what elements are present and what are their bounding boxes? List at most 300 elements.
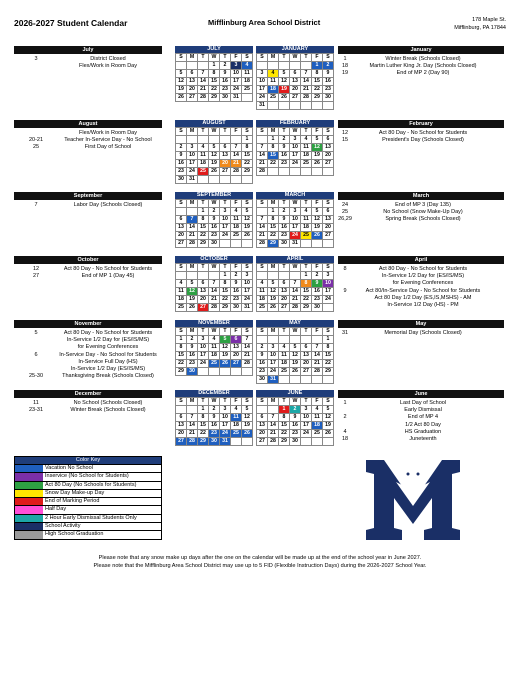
day-cell[interactable]: 11 (231, 216, 242, 224)
day-cell[interactable]: 7 (268, 414, 279, 422)
day-cell[interactable]: 21 (187, 232, 198, 240)
day-cell[interactable]: 17 (187, 160, 198, 168)
day-cell[interactable]: 9 (279, 216, 290, 224)
day-cell[interactable]: 21 (290, 296, 301, 304)
day-cell[interactable]: 19 (312, 152, 323, 160)
day-cell[interactable]: 25 (231, 232, 242, 240)
day-cell[interactable]: 8 (198, 414, 209, 422)
day-cell[interactable]: 1 (176, 336, 187, 344)
day-cell[interactable]: 30 (290, 438, 301, 446)
day-cell[interactable]: 1 (279, 406, 290, 414)
day-cell[interactable]: 18 (301, 152, 312, 160)
day-cell[interactable]: 24 (290, 160, 301, 168)
day-cell[interactable]: 5 (312, 208, 323, 216)
day-cell[interactable]: 4 (198, 144, 209, 152)
day-cell[interactable]: 12 (176, 78, 187, 86)
day-cell[interactable]: 19 (242, 224, 253, 232)
day-cell[interactable]: 26 (312, 232, 323, 240)
day-cell[interactable]: 10 (257, 78, 268, 86)
day-cell[interactable]: 3 (242, 272, 253, 280)
day-cell[interactable]: 21 (268, 430, 279, 438)
day-cell[interactable]: 6 (257, 414, 268, 422)
day-cell[interactable]: 20 (279, 296, 290, 304)
day-cell[interactable]: 7 (301, 70, 312, 78)
day-cell[interactable]: 31 (268, 376, 279, 384)
day-cell[interactable]: 7 (231, 144, 242, 152)
day-cell[interactable]: 23 (220, 86, 231, 94)
day-cell[interactable]: 22 (323, 360, 334, 368)
day-cell[interactable]: 7 (209, 280, 220, 288)
day-cell[interactable]: 25 (257, 304, 268, 312)
day-cell[interactable]: 2 (312, 272, 323, 280)
day-cell[interactable]: 31 (242, 304, 253, 312)
day-cell[interactable]: 30 (209, 438, 220, 446)
day-cell[interactable]: 25 (209, 360, 220, 368)
day-cell[interactable]: 10 (323, 280, 334, 288)
day-cell[interactable]: 8 (268, 144, 279, 152)
day-cell[interactable]: 11 (257, 288, 268, 296)
day-cell[interactable]: 18 (279, 360, 290, 368)
day-cell[interactable]: 22 (176, 360, 187, 368)
day-cell[interactable]: 7 (257, 216, 268, 224)
day-cell[interactable]: 22 (209, 86, 220, 94)
day-cell[interactable]: 5 (268, 280, 279, 288)
day-cell[interactable]: 10 (220, 414, 231, 422)
day-cell[interactable]: 1 (209, 62, 220, 70)
day-cell[interactable]: 1 (268, 208, 279, 216)
day-cell[interactable]: 25 (301, 160, 312, 168)
day-cell[interactable]: 3 (187, 144, 198, 152)
day-cell[interactable]: 27 (198, 304, 209, 312)
day-cell[interactable]: 25 (231, 430, 242, 438)
day-cell[interactable]: 28 (312, 368, 323, 376)
day-cell[interactable]: 19 (323, 422, 334, 430)
day-cell[interactable]: 21 (257, 160, 268, 168)
day-cell[interactable]: 21 (209, 296, 220, 304)
day-cell[interactable]: 18 (231, 422, 242, 430)
day-cell[interactable]: 11 (209, 344, 220, 352)
day-cell[interactable]: 17 (220, 224, 231, 232)
day-cell[interactable]: 2 (279, 208, 290, 216)
day-cell[interactable]: 3 (290, 208, 301, 216)
day-cell[interactable]: 12 (220, 344, 231, 352)
day-cell[interactable]: 4 (257, 280, 268, 288)
day-cell[interactable]: 7 (187, 414, 198, 422)
day-cell[interactable]: 8 (323, 344, 334, 352)
day-cell[interactable]: 19 (176, 86, 187, 94)
day-cell[interactable]: 23 (279, 232, 290, 240)
day-cell[interactable]: 6 (176, 414, 187, 422)
day-cell[interactable]: 20 (220, 160, 231, 168)
day-cell[interactable]: 1 (198, 208, 209, 216)
day-cell[interactable]: 7 (242, 336, 253, 344)
day-cell[interactable]: 6 (323, 208, 334, 216)
day-cell[interactable]: 28 (187, 438, 198, 446)
day-cell[interactable]: 28 (198, 94, 209, 102)
day-cell[interactable]: 2 (209, 406, 220, 414)
day-cell[interactable]: 8 (301, 280, 312, 288)
day-cell[interactable]: 20 (323, 152, 334, 160)
day-cell[interactable]: 24 (187, 168, 198, 176)
day-cell[interactable]: 7 (290, 280, 301, 288)
day-cell[interactable]: 18 (209, 352, 220, 360)
day-cell[interactable]: 21 (198, 86, 209, 94)
day-cell[interactable]: 29 (279, 438, 290, 446)
day-cell[interactable]: 15 (198, 224, 209, 232)
day-cell[interactable]: 12 (187, 288, 198, 296)
day-cell[interactable]: 22 (242, 160, 253, 168)
day-cell[interactable]: 11 (231, 414, 242, 422)
day-cell[interactable]: 9 (279, 144, 290, 152)
day-cell[interactable]: 28 (257, 168, 268, 176)
day-cell[interactable]: 15 (323, 352, 334, 360)
day-cell[interactable]: 29 (323, 368, 334, 376)
day-cell[interactable]: 13 (257, 422, 268, 430)
day-cell[interactable]: 30 (231, 304, 242, 312)
day-cell[interactable]: 4 (301, 208, 312, 216)
day-cell[interactable]: 12 (268, 288, 279, 296)
day-cell[interactable]: 19 (312, 224, 323, 232)
day-cell[interactable]: 6 (323, 136, 334, 144)
day-cell[interactable]: 24 (290, 232, 301, 240)
day-cell[interactable]: 6 (290, 70, 301, 78)
day-cell[interactable]: 5 (290, 344, 301, 352)
day-cell[interactable]: 23 (209, 232, 220, 240)
day-cell[interactable]: 8 (312, 70, 323, 78)
day-cell[interactable]: 21 (187, 430, 198, 438)
day-cell[interactable]: 4 (301, 136, 312, 144)
day-cell[interactable]: 9 (290, 414, 301, 422)
day-cell[interactable]: 8 (198, 216, 209, 224)
day-cell[interactable]: 29 (220, 304, 231, 312)
day-cell[interactable]: 22 (301, 296, 312, 304)
day-cell[interactable]: 23 (209, 430, 220, 438)
day-cell[interactable]: 7 (257, 144, 268, 152)
day-cell[interactable]: 26 (323, 430, 334, 438)
day-cell[interactable]: 31 (231, 94, 242, 102)
day-cell[interactable]: 2 (176, 144, 187, 152)
day-cell[interactable]: 23 (176, 168, 187, 176)
day-cell[interactable]: 10 (220, 216, 231, 224)
day-cell[interactable]: 14 (231, 152, 242, 160)
day-cell[interactable]: 24 (231, 86, 242, 94)
day-cell[interactable]: 30 (187, 368, 198, 376)
day-cell[interactable]: 6 (231, 336, 242, 344)
day-cell[interactable]: 6 (176, 216, 187, 224)
day-cell[interactable]: 31 (220, 438, 231, 446)
day-cell[interactable]: 4 (176, 280, 187, 288)
day-cell[interactable]: 8 (176, 344, 187, 352)
day-cell[interactable]: 11 (198, 152, 209, 160)
day-cell[interactable]: 24 (323, 296, 334, 304)
day-cell[interactable]: 22 (268, 160, 279, 168)
day-cell[interactable]: 23 (323, 86, 334, 94)
day-cell[interactable]: 20 (231, 352, 242, 360)
day-cell[interactable]: 15 (242, 152, 253, 160)
day-cell[interactable]: 16 (323, 78, 334, 86)
day-cell[interactable]: 22 (312, 86, 323, 94)
day-cell[interactable]: 16 (220, 78, 231, 86)
day-cell[interactable]: 29 (242, 168, 253, 176)
day-cell[interactable]: 24 (301, 430, 312, 438)
day-cell[interactable]: 7 (198, 70, 209, 78)
day-cell[interactable]: 25 (176, 304, 187, 312)
day-cell[interactable]: 22 (279, 430, 290, 438)
day-cell[interactable]: 24 (220, 232, 231, 240)
day-cell[interactable]: 3 (323, 272, 334, 280)
day-cell[interactable]: 2 (279, 136, 290, 144)
day-cell[interactable]: 3 (220, 208, 231, 216)
day-cell[interactable]: 17 (323, 288, 334, 296)
day-cell[interactable]: 13 (323, 144, 334, 152)
day-cell[interactable]: 10 (301, 414, 312, 422)
day-cell[interactable]: 17 (268, 360, 279, 368)
day-cell[interactable]: 15 (312, 78, 323, 86)
day-cell[interactable]: 2 (187, 336, 198, 344)
day-cell[interactable]: 1 (268, 136, 279, 144)
day-cell[interactable]: 6 (220, 144, 231, 152)
day-cell[interactable]: 21 (301, 86, 312, 94)
day-cell[interactable]: 2 (220, 62, 231, 70)
day-cell[interactable]: 9 (209, 414, 220, 422)
day-cell[interactable]: 31 (257, 102, 268, 110)
day-cell[interactable]: 10 (242, 280, 253, 288)
day-cell[interactable]: 3 (257, 70, 268, 78)
day-cell[interactable]: 19 (187, 296, 198, 304)
day-cell[interactable]: 30 (257, 376, 268, 384)
day-cell[interactable]: 5 (220, 336, 231, 344)
day-cell[interactable]: 14 (257, 152, 268, 160)
day-cell[interactable]: 18 (176, 296, 187, 304)
day-cell[interactable]: 29 (301, 304, 312, 312)
day-cell[interactable]: 4 (312, 406, 323, 414)
day-cell[interactable]: 9 (312, 280, 323, 288)
day-cell[interactable]: 11 (242, 70, 253, 78)
day-cell[interactable]: 23 (187, 360, 198, 368)
day-cell[interactable]: 27 (279, 304, 290, 312)
day-cell[interactable]: 22 (268, 232, 279, 240)
day-cell[interactable]: 14 (198, 78, 209, 86)
day-cell[interactable]: 12 (323, 414, 334, 422)
day-cell[interactable]: 23 (257, 368, 268, 376)
day-cell[interactable]: 27 (301, 368, 312, 376)
day-cell[interactable]: 29 (209, 94, 220, 102)
day-cell[interactable]: 20 (301, 360, 312, 368)
day-cell[interactable]: 3 (268, 344, 279, 352)
day-cell[interactable]: 29 (176, 368, 187, 376)
day-cell[interactable]: 27 (231, 360, 242, 368)
day-cell[interactable]: 14 (242, 344, 253, 352)
day-cell[interactable]: 15 (209, 78, 220, 86)
day-cell[interactable]: 4 (231, 208, 242, 216)
day-cell[interactable]: 28 (242, 360, 253, 368)
day-cell[interactable]: 15 (176, 352, 187, 360)
day-cell[interactable]: 1 (312, 62, 323, 70)
day-cell[interactable]: 18 (301, 224, 312, 232)
day-cell[interactable]: 14 (209, 288, 220, 296)
day-cell[interactable]: 20 (257, 430, 268, 438)
day-cell[interactable]: 27 (323, 160, 334, 168)
day-cell[interactable]: 11 (301, 216, 312, 224)
day-cell[interactable]: 12 (312, 144, 323, 152)
day-cell[interactable]: 17 (220, 422, 231, 430)
day-cell[interactable]: 12 (290, 352, 301, 360)
day-cell[interactable]: 18 (198, 160, 209, 168)
day-cell[interactable]: 8 (209, 70, 220, 78)
day-cell[interactable]: 2 (323, 62, 334, 70)
day-cell[interactable]: 20 (176, 430, 187, 438)
day-cell[interactable]: 5 (323, 406, 334, 414)
day-cell[interactable]: 13 (301, 352, 312, 360)
day-cell[interactable]: 26 (312, 160, 323, 168)
day-cell[interactable]: 5 (312, 136, 323, 144)
day-cell[interactable]: 29 (198, 438, 209, 446)
day-cell[interactable]: 30 (323, 94, 334, 102)
day-cell[interactable]: 21 (312, 360, 323, 368)
day-cell[interactable]: 12 (209, 152, 220, 160)
day-cell[interactable]: 29 (312, 94, 323, 102)
day-cell[interactable]: 12 (242, 414, 253, 422)
day-cell[interactable]: 30 (209, 240, 220, 248)
day-cell[interactable]: 26 (279, 94, 290, 102)
day-cell[interactable]: 6 (187, 70, 198, 78)
day-cell[interactable]: 4 (279, 344, 290, 352)
day-cell[interactable]: 29 (268, 240, 279, 248)
day-cell[interactable]: 26 (220, 360, 231, 368)
day-cell[interactable]: 21 (231, 160, 242, 168)
day-cell[interactable]: 23 (312, 296, 323, 304)
day-cell[interactable]: 14 (187, 224, 198, 232)
day-cell[interactable]: 19 (209, 160, 220, 168)
day-cell[interactable]: 9 (176, 152, 187, 160)
day-cell[interactable]: 15 (279, 422, 290, 430)
day-cell[interactable]: 20 (176, 232, 187, 240)
day-cell[interactable]: 2 (257, 344, 268, 352)
day-cell[interactable]: 5 (187, 280, 198, 288)
day-cell[interactable]: 15 (268, 224, 279, 232)
day-cell[interactable]: 10 (290, 216, 301, 224)
day-cell[interactable]: 27 (290, 94, 301, 102)
day-cell[interactable]: 24 (242, 296, 253, 304)
day-cell[interactable]: 3 (220, 406, 231, 414)
day-cell[interactable]: 16 (209, 224, 220, 232)
day-cell[interactable]: 18 (268, 86, 279, 94)
day-cell[interactable]: 2 (209, 208, 220, 216)
day-cell[interactable]: 10 (187, 152, 198, 160)
day-cell[interactable]: 9 (209, 216, 220, 224)
day-cell[interactable]: 28 (209, 304, 220, 312)
day-cell[interactable]: 12 (312, 216, 323, 224)
day-cell[interactable]: 27 (176, 240, 187, 248)
day-cell[interactable]: 30 (312, 304, 323, 312)
day-cell[interactable]: 31 (187, 176, 198, 184)
day-cell[interactable]: 24 (198, 360, 209, 368)
day-cell[interactable]: 9 (231, 280, 242, 288)
day-cell[interactable]: 17 (301, 422, 312, 430)
day-cell[interactable]: 27 (187, 94, 198, 102)
day-cell[interactable]: 28 (231, 168, 242, 176)
day-cell[interactable]: 25 (268, 94, 279, 102)
day-cell[interactable]: 16 (257, 360, 268, 368)
day-cell[interactable]: 13 (176, 422, 187, 430)
day-cell[interactable]: 14 (290, 288, 301, 296)
day-cell[interactable]: 7 (312, 344, 323, 352)
day-cell[interactable]: 4 (209, 336, 220, 344)
day-cell[interactable]: 22 (198, 430, 209, 438)
day-cell[interactable]: 16 (279, 224, 290, 232)
day-cell[interactable]: 16 (231, 288, 242, 296)
day-cell[interactable]: 15 (268, 152, 279, 160)
day-cell[interactable]: 20 (323, 224, 334, 232)
day-cell[interactable]: 27 (176, 438, 187, 446)
day-cell[interactable]: 25 (242, 86, 253, 94)
day-cell[interactable]: 23 (290, 430, 301, 438)
day-cell[interactable]: 14 (268, 422, 279, 430)
day-cell[interactable]: 9 (220, 70, 231, 78)
day-cell[interactable]: 6 (301, 344, 312, 352)
day-cell[interactable]: 6 (279, 280, 290, 288)
day-cell[interactable]: 10 (198, 344, 209, 352)
day-cell[interactable]: 9 (257, 352, 268, 360)
day-cell[interactable]: 11 (176, 288, 187, 296)
day-cell[interactable]: 19 (242, 422, 253, 430)
day-cell[interactable]: 9 (187, 344, 198, 352)
day-cell[interactable]: 13 (187, 78, 198, 86)
day-cell[interactable]: 26 (209, 168, 220, 176)
day-cell[interactable]: 3 (301, 406, 312, 414)
day-cell[interactable]: 26 (176, 94, 187, 102)
day-cell[interactable]: 25 (279, 368, 290, 376)
day-cell[interactable]: 11 (268, 78, 279, 86)
day-cell[interactable]: 19 (279, 86, 290, 94)
day-cell[interactable]: 24 (268, 368, 279, 376)
day-cell[interactable]: 11 (312, 414, 323, 422)
day-cell[interactable]: 25 (312, 430, 323, 438)
day-cell[interactable]: 27 (257, 438, 268, 446)
day-cell[interactable]: 17 (198, 352, 209, 360)
day-cell[interactable]: 17 (290, 224, 301, 232)
day-cell[interactable]: 22 (220, 296, 231, 304)
day-cell[interactable]: 28 (268, 438, 279, 446)
day-cell[interactable]: 1 (198, 406, 209, 414)
day-cell[interactable]: 4 (268, 70, 279, 78)
day-cell[interactable]: 8 (242, 144, 253, 152)
day-cell[interactable]: 15 (220, 288, 231, 296)
day-cell[interactable]: 14 (187, 422, 198, 430)
day-cell[interactable]: 3 (198, 336, 209, 344)
day-cell[interactable]: 13 (279, 288, 290, 296)
day-cell[interactable]: 5 (279, 70, 290, 78)
day-cell[interactable]: 30 (220, 94, 231, 102)
day-cell[interactable]: 28 (301, 94, 312, 102)
day-cell[interactable]: 11 (301, 144, 312, 152)
day-cell[interactable]: 10 (268, 352, 279, 360)
day-cell[interactable]: 8 (268, 216, 279, 224)
day-cell[interactable]: 18 (257, 296, 268, 304)
day-cell[interactable]: 13 (323, 216, 334, 224)
day-cell[interactable]: 8 (220, 280, 231, 288)
day-cell[interactable]: 7 (187, 216, 198, 224)
day-cell[interactable]: 26 (187, 304, 198, 312)
day-cell[interactable]: 14 (301, 78, 312, 86)
day-cell[interactable]: 13 (290, 78, 301, 86)
day-cell[interactable]: 28 (257, 240, 268, 248)
day-cell[interactable]: 16 (312, 288, 323, 296)
day-cell[interactable]: 13 (231, 344, 242, 352)
day-cell[interactable]: 1 (220, 272, 231, 280)
day-cell[interactable]: 19 (220, 352, 231, 360)
day-cell[interactable]: 4 (231, 406, 242, 414)
